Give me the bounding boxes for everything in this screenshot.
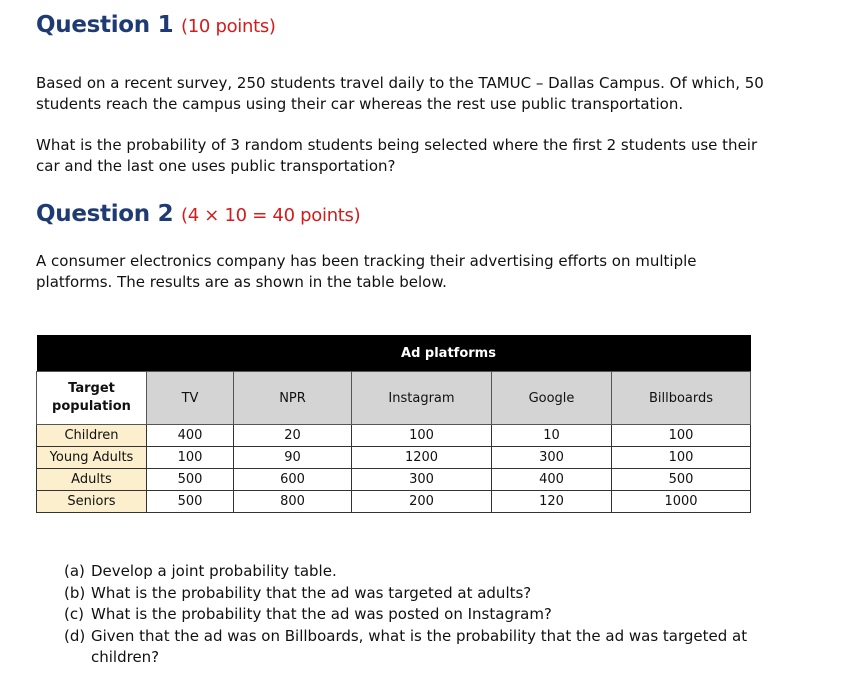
question-1-heading [36,12,276,38]
question-1-paragraph-1: Based on a recent survey, 250 students travel daily to the TAMUC – Dallas Campus. Of which, 50 students reach the campus using their car whereas the rest use public transportation. [36,74,764,113]
platform-header-billboards: Billboards [612,372,751,425]
platform-header-google: Google [492,372,612,425]
question-2-points: (4 × 10 = 40 points) [181,205,361,226]
list-item [64,583,764,605]
table-cell: 100 [147,447,234,469]
part-letter: (a) [64,562,85,580]
list-item [64,626,764,669]
part-text: Given that the ad was on Billboards, what is the probability that the ad was targeted at children? [91,626,748,666]
row-label: Adults [37,469,147,491]
table-corner-cell [37,335,147,372]
table-cell: 500 [147,491,234,513]
target-population-header [37,372,147,425]
table-cell: 300 [352,469,492,491]
part-text: What is the probability that the ad was targeted at adults? [91,583,532,602]
part-text: Develop a joint probability table. [91,562,337,580]
table-cell: 1000 [612,491,751,513]
list-item [64,561,764,583]
table-cell: 200 [352,491,492,513]
table-cell: 20 [234,425,352,447]
question-1-points: (10 points) [181,16,276,37]
row-label: Children [37,425,147,447]
table-cell: 300 [492,447,612,469]
table-row [37,447,751,469]
target-population-label: Target population [52,381,131,414]
row-label: Young Adults [37,447,147,469]
table-cell: 600 [234,469,352,491]
list-item [64,604,764,626]
question-2-title: Question 2 [36,201,174,227]
part-text: What is the probability that the ad was posted on Instagram? [91,605,552,623]
table-cell: 1200 [352,447,492,469]
platform-header-npr: NPR [234,372,352,425]
platform-header-instagram: Instagram [352,372,492,425]
ad-platforms-header: Ad platforms [147,335,751,372]
table-cell: 90 [234,447,352,469]
part-letter: (b) [64,583,86,602]
table-cell: 120 [492,491,612,513]
question-1-title: Question 1 [36,12,174,38]
question-1-paragraph-2: What is the probability of 3 random students being selected where the first 2 students use their car and the last one uses public transportation? [36,136,758,175]
part-letter: (c) [64,605,84,623]
table-row [37,425,751,447]
table-cell: 100 [352,425,492,447]
question-2-heading [36,201,360,227]
table-row [37,491,751,513]
question-2-parts-list [64,561,764,669]
table-cell: 500 [612,469,751,491]
table-cell: 500 [147,469,234,491]
table-row [37,469,751,491]
table-cell: 10 [492,425,612,447]
table-cell: 400 [492,469,612,491]
table-cell: 800 [234,491,352,513]
row-label: Seniors [37,491,147,513]
table-cell: 400 [147,425,234,447]
table-cell: 100 [612,447,751,469]
part-letter: (d) [64,626,86,645]
table-cell: 100 [612,425,751,447]
platform-header-tv: TV [147,372,234,425]
question-2-paragraph-1: A consumer electronics company has been tracking their advertising efforts on multiple platforms. The results are as shown in the table below. [36,252,697,291]
ad-platforms-table [36,335,751,513]
